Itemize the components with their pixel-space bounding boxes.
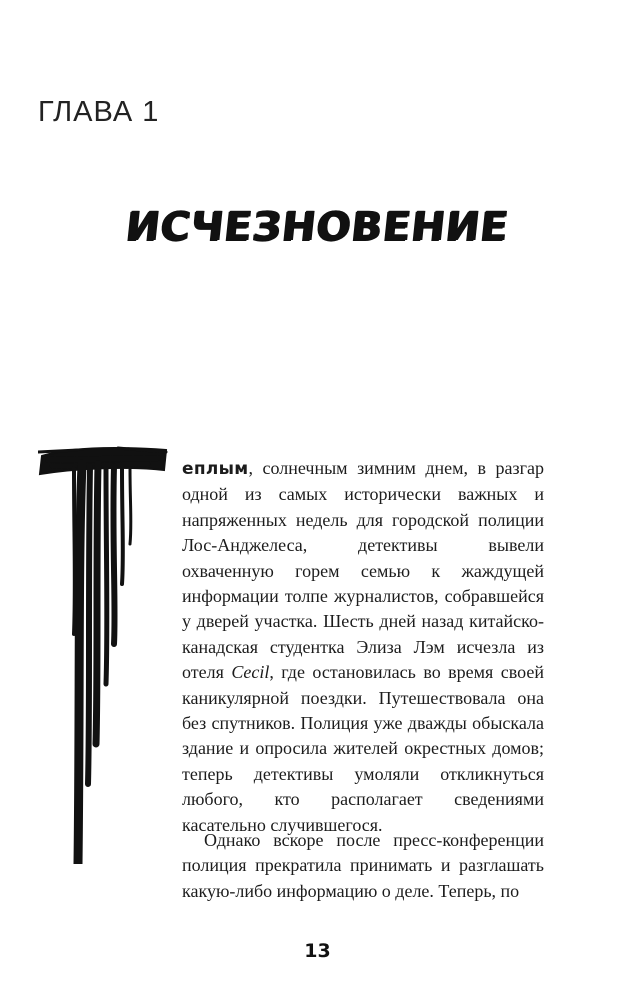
first-paragraph: [182, 456, 544, 838]
second-paragraph: Однако вскоре после пресс-конференции полиция прекратила принимать и разглашать какую-либо информацию о деле. Теперь, по: [182, 830, 544, 901]
chapter-title: ИСЧЕЗНОВЕНИЕ: [123, 204, 512, 250]
chapter-label: ГЛАВА 1: [38, 96, 160, 128]
page-number: 13: [304, 940, 331, 962]
first-paragraph-text-2: , где остановилась во время своей каникулярной поездки. Путешествовала она без спутников. Полиция уже дважды обыскала здание и опросила жителей окрестных домов; теперь детективы умоляли откликнуться любого, кто располагает сведениями касательно случившегося.: [182, 662, 544, 835]
hotel-name: Cecil: [231, 662, 270, 683]
first-paragraph-text-1: , солнечным зимним днем, в разгар одной из самых исторически важных и напряженных недель для городской полиции Лос-Анджелеса, детективы вывели охваченную горем семью к жаждущей информации толпе журналистов, собравшейся у дверей участка. Шесть дней назад китайско-канадская студентка Элиза Лэм исчезла из отеля: [182, 458, 544, 683]
drop-cap-t: [38, 444, 168, 864]
lead-word: еплым: [182, 459, 249, 479]
